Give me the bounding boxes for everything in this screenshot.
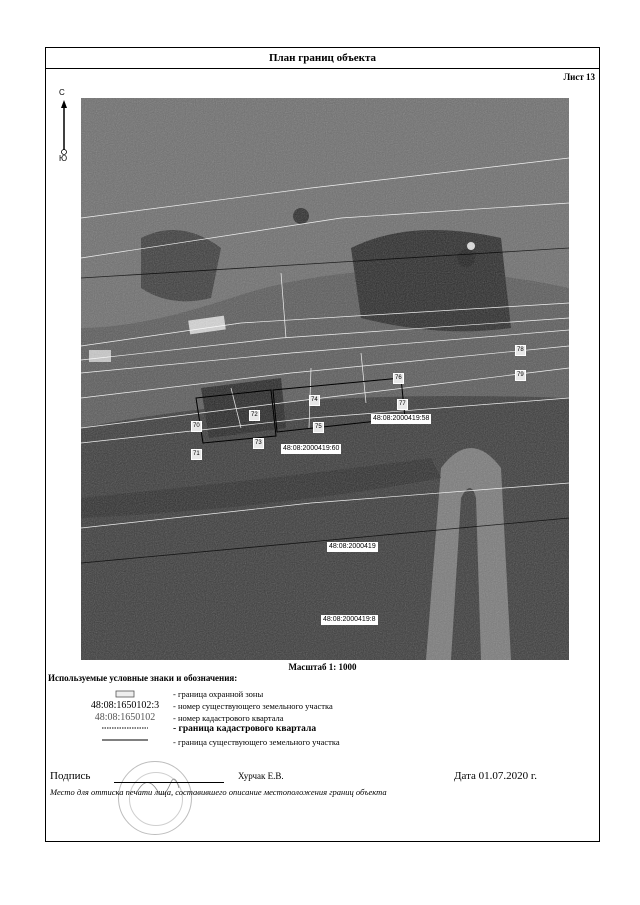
legend-text: - граница кадастрового квартала bbox=[173, 724, 317, 734]
point-label: 71 bbox=[191, 449, 202, 460]
cadastral-number: 48:08:2000419:60 bbox=[283, 445, 340, 452]
point-label: 76 bbox=[393, 373, 404, 384]
north-arrow-icon bbox=[56, 88, 74, 168]
legend-item bbox=[46, 688, 599, 700]
legend-item bbox=[46, 712, 599, 724]
plot-boundary-symbol bbox=[80, 736, 170, 747]
plan-frame bbox=[45, 47, 600, 842]
point-label: 75 bbox=[313, 422, 324, 433]
point-label: 79 bbox=[515, 370, 526, 381]
signature-row bbox=[50, 770, 590, 786]
satellite-map bbox=[81, 98, 569, 660]
quarter-boundary-symbol bbox=[80, 724, 170, 735]
south-label: Ю bbox=[59, 154, 68, 163]
cadastral-number: 48:08:2000419:58 bbox=[373, 415, 430, 422]
quarter-number-symbol: 48:08:1650102 bbox=[94, 712, 156, 723]
sheet-number: Лист 13 bbox=[563, 72, 595, 82]
legend-item bbox=[46, 700, 599, 712]
point-label: 74 bbox=[309, 395, 320, 406]
map-drawing bbox=[81, 98, 569, 660]
signer-name: Хурчак Е.В. bbox=[238, 771, 284, 781]
page-title: План границ объекта bbox=[46, 48, 599, 69]
point-label: 73 bbox=[253, 438, 264, 449]
point-label: 78 bbox=[515, 345, 526, 356]
cadastral-number: 48:08:2000419:8 bbox=[323, 616, 376, 623]
map-scale: Масштаб 1: 1000 bbox=[288, 662, 357, 672]
legend-title: Используемые условные знаки и обозначения: bbox=[48, 673, 238, 683]
legend-item bbox=[46, 724, 599, 736]
stamp-note: Место для оттиска печати лица, составившего описание местоположения границ объекта bbox=[50, 787, 387, 797]
signature-line bbox=[114, 782, 224, 783]
north-label: С bbox=[59, 88, 65, 97]
legend-text: - номер кадастрового квартала bbox=[173, 713, 284, 723]
point-label: 72 bbox=[249, 410, 260, 421]
signature-label: Подпись bbox=[50, 770, 91, 782]
signature-date: Дата 01.07.2020 г. bbox=[454, 770, 537, 782]
legend-text: - граница охранной зоны bbox=[173, 689, 264, 699]
legend-text: - граница существующего земельного участка bbox=[173, 737, 340, 747]
legend-text: - номер существующего земельного участка bbox=[173, 701, 333, 711]
cadastral-number: 48:08:2000419 bbox=[329, 543, 376, 550]
point-label: 70 bbox=[191, 421, 202, 432]
legend-item bbox=[46, 736, 599, 748]
plot-number-symbol: 48:08:1650102:3 bbox=[90, 700, 160, 711]
point-label: 77 bbox=[397, 399, 408, 410]
